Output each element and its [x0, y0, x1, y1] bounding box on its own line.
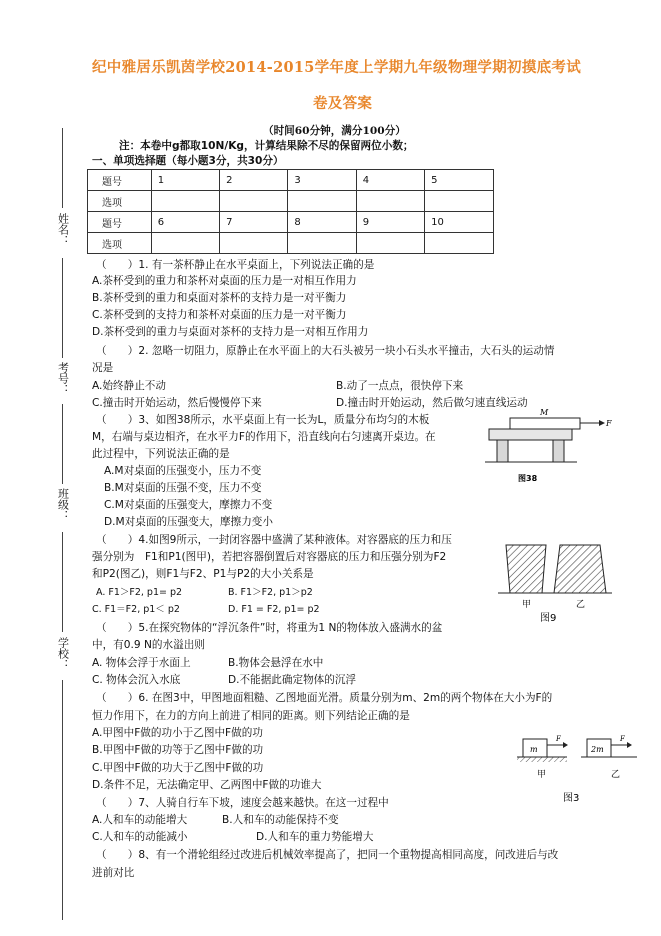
seal-line [62, 532, 63, 632]
option-c: C.撞击时开始运动，然后慢慢停下来 [92, 397, 262, 409]
school-label: 学校： [56, 637, 70, 670]
question-3-stem: （ ）3、如图38所示，水平桌面上有一长为L，质量分布均匀的木板 [96, 414, 430, 426]
option-d: D.不能据此确定物体的沉浮 [228, 674, 357, 686]
figure-caption: 图3 [563, 793, 580, 804]
option-c: C.人和车的动能减小 [92, 831, 188, 843]
option-b: B.茶杯受到的重力和桌面对茶杯的支持力是一对平衡力 [92, 292, 347, 304]
question-4-stem: （ ）4.如图9所示，一封闭容器中盛满了某种液体。对容器底的压力和压 [96, 534, 452, 546]
table-cell: 4 [356, 170, 424, 191]
question-3-stem-cont: M，右端与桌边相齐，在水平力F的作用下，沿直线向右匀速离开桌边。在 [92, 431, 436, 443]
seal-line [62, 258, 63, 358]
option-a: A. 物体会浮于水面上 [92, 657, 191, 669]
option-a: A.始终静止不动 [92, 380, 166, 392]
option-d: D.茶杯受到的重力与桌面对茶杯的支持力是一对相互作用力 [92, 326, 369, 338]
option-d: D.撞击时开始运动，然后做匀速直线运动 [336, 397, 528, 409]
option-a: A.茶杯受到的重力和茶杯对桌面的压力是一对相互作用力 [92, 275, 357, 287]
table-cell: 5 [425, 170, 494, 191]
option-a: A.人和车的动能增大 [92, 814, 188, 826]
figure-38 [485, 408, 615, 486]
label-jia: 甲 [522, 600, 532, 610]
question-4-stem-cont: 和P2(图乙)，则F1与F2、P1与P2的大小关系是 [92, 568, 314, 580]
option-c: C. 物体会沉入水底 [92, 674, 181, 686]
seal-line [62, 128, 63, 208]
option-b: B.M对桌面的压强不变，压力不变 [104, 482, 262, 494]
option-d: D. F1 = F2, p1= p2 [228, 604, 320, 615]
question-5-stem: （ ）5.在探究物体的“浮沉条件”时，将重为1 N的物体放入盛满水的盆 [96, 622, 443, 634]
table-cell: 2 [220, 170, 288, 191]
table-row [88, 191, 494, 212]
answer-cell[interactable] [220, 233, 288, 254]
label-m: M [540, 408, 549, 417]
option-c: C.M对桌面的压强变大，摩擦力不变 [104, 499, 273, 511]
option-d: D.人和车的重力势能增大 [256, 831, 374, 843]
option-a: A.甲图中F做的功小于乙图中F做的功 [92, 727, 263, 739]
page-title: 纪中雅居乐凯茵学校2014-2015学年度上学期九年级物理学期初摸底考试 [92, 59, 582, 76]
question-3-stem-cont: 此过程中，下列说法正确的是 [92, 448, 230, 460]
figure-caption: 图9 [540, 613, 557, 623]
answer-cell[interactable] [288, 191, 356, 212]
answer-cell[interactable] [425, 191, 494, 212]
answer-table [87, 169, 494, 254]
table-row [88, 212, 494, 233]
label-yi: 乙 [611, 770, 621, 780]
question-8-stem-cont: 进前对比 [92, 867, 135, 879]
answer-cell[interactable] [288, 233, 356, 254]
option-b: B.甲图中F做的功等于乙图中F做的功 [92, 744, 264, 756]
exam-note: 注：本卷中g都取10N/Kg，计算结果除不尽的保留两位小数； [119, 140, 414, 152]
option-b: B.动了一点点，很快停下来 [336, 380, 464, 392]
table-cell: 7 [220, 212, 288, 233]
label-yi: 乙 [576, 600, 586, 610]
option-a: A. F1＞F2, p1= p2 [96, 587, 183, 598]
option-b: B.物体会悬浮在水中 [228, 657, 324, 669]
label-m: m [530, 745, 538, 754]
name-label: 姓名： [56, 213, 70, 246]
section-heading: 一、单项选择题（每小题3分，共30分） [92, 155, 284, 167]
table-cell: 6 [151, 212, 219, 233]
question-6-stem: （ ）6. 在图3中，甲图地面粗糙、乙图地面光滑。质量分别为m、2m的两个物体在大小为F的 [96, 692, 553, 704]
answer-cell[interactable] [425, 233, 494, 254]
question-1-stem: （ ）1. 有一茶杯静止在水平桌面上，下列说法正确的是 [96, 259, 375, 271]
time-info: （时间60分钟，满分100分） [263, 125, 406, 137]
option-b: B. F1＞F2, p1＞p2 [228, 587, 313, 598]
seal-line [62, 404, 63, 484]
figure-9 [496, 541, 616, 623]
answer-cell[interactable] [356, 233, 424, 254]
label-2m: 2m [591, 745, 604, 754]
option-d: D.条件不足，无法确定甲、乙两图中F做的功谁大 [92, 779, 322, 791]
table-row [88, 170, 494, 191]
option-c: C. F1＝F2, p1＜ p2 [92, 604, 180, 615]
question-7-stem: （ ）7、人骑自行车下坡，速度会越来越快。在这一过程中 [96, 797, 389, 809]
table-cell: 1 [151, 170, 219, 191]
table-cell: 选项 [88, 191, 152, 212]
table-cell: 10 [425, 212, 494, 233]
answer-cell[interactable] [151, 191, 219, 212]
exam-number-label: 考号： [56, 362, 70, 395]
label-f: F [556, 735, 561, 743]
question-4-stem-cont: 强分别为 F1和P1(图甲)，若把容器倒置后对容器底的压力和压强分别为F2 [92, 551, 447, 563]
seal-line [62, 680, 63, 920]
option-b: B.人和车的动能保持不变 [222, 814, 339, 826]
label-jia: 甲 [537, 770, 547, 780]
question-5-stem-cont: 中，有0.9 N的水溢出则 [92, 639, 205, 651]
question-2-stem: （ ）2. 忽略一切阻力，原静止在水平面上的大石头被另一块小石头水平撞击，大石头的运动情 [96, 345, 555, 357]
answer-cell[interactable] [356, 191, 424, 212]
table-cell: 题号 [88, 212, 152, 233]
figure-3 [515, 733, 645, 805]
page-title-continued: 卷及答案 [313, 95, 373, 112]
label-f: F [606, 419, 612, 428]
answer-cell[interactable] [220, 191, 288, 212]
option-c: C.甲图中F做的功大于乙图中F做的功 [92, 762, 264, 774]
table-cell: 题号 [88, 170, 152, 191]
question-6-stem-cont: 恒力作用下，在力的方向上前进了相同的距离。则下列结论正确的是 [92, 710, 410, 722]
table-cell: 选项 [88, 233, 152, 254]
option-a: A.M对桌面的压强变小，压力不变 [104, 465, 262, 477]
table-cell: 9 [356, 212, 424, 233]
option-d: D.M对桌面的压强变大，摩擦力变小 [104, 516, 273, 528]
figure-caption: 图38 [518, 474, 538, 483]
table-cell: 3 [288, 170, 356, 191]
answer-cell[interactable] [151, 233, 219, 254]
option-c: C.茶杯受到的支持力和茶杯对桌面的压力是一对平衡力 [92, 309, 347, 321]
question-2-stem-cont: 况是 [92, 362, 114, 374]
class-label: 班级： [56, 488, 70, 521]
table-cell: 8 [288, 212, 356, 233]
label-f: F [620, 735, 625, 743]
table-row [88, 233, 494, 254]
question-8-stem: （ ）8、有一个滑轮组经过改进后机械效率提高了，把同一个重物提高相同高度，问改进后与改 [96, 849, 559, 861]
